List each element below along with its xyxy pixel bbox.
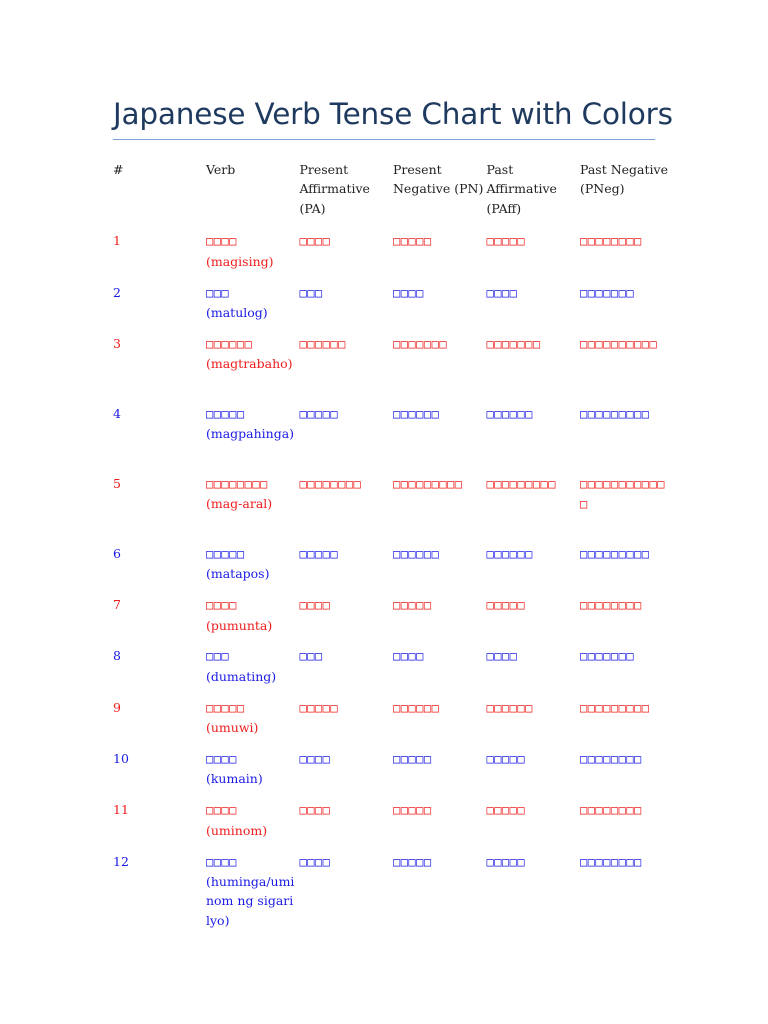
past-negative-cell <box>580 474 673 544</box>
past-negative-cell <box>580 800 673 851</box>
present-negative-cell-text: □□□□□ <box>392 234 432 249</box>
present-affirmative-cell-text: □□□□□ <box>299 406 339 421</box>
verb-gloss: (umuwi) <box>205 720 259 736</box>
past-negative-cell-text: □□□□□□□□ <box>579 752 642 766</box>
past-negative-cell-text: □□□□□□□□□ <box>579 546 650 561</box>
verb-cell <box>206 334 300 404</box>
past-negative-cell <box>580 231 673 282</box>
row-number: 7 <box>113 597 121 613</box>
present-affirmative-cell <box>299 749 393 800</box>
row-number: 12 <box>113 853 129 869</box>
past-negative-cell-text: □□□□□□□□ <box>579 803 642 818</box>
table-row <box>113 474 673 544</box>
verb-gloss: (uminom) <box>205 822 268 838</box>
table-row <box>113 283 673 334</box>
past-negative-cell-text: □□□□□□□□ <box>579 854 642 869</box>
present-affirmative-cell-text: □□□□ <box>299 234 331 249</box>
present-negative-cell <box>393 646 487 697</box>
present-affirmative-cell-text: □□□ <box>299 649 323 664</box>
present-affirmative-cell-text: □□□□□ <box>299 546 339 561</box>
present-negative-cell <box>393 544 487 595</box>
row-number: 5 <box>113 475 121 491</box>
present-affirmative-cell <box>299 334 393 404</box>
verb-kana: □□□□□ <box>205 546 245 561</box>
row-number: 1 <box>113 233 121 249</box>
present-negative-cell <box>393 283 487 334</box>
present-negative-cell-text: □□□□□ <box>392 854 432 869</box>
header-past-negative: Past Negative (PNeg) <box>579 162 668 197</box>
present-affirmative-cell-text: □□□□ <box>299 854 331 869</box>
header-present-affirmative: Present Affirmative (PA) <box>299 162 370 216</box>
row-number: 11 <box>113 802 129 818</box>
past-negative-cell-text: □□□□□□□□ <box>579 234 642 249</box>
table-row <box>113 404 673 474</box>
past-negative-cell-text: □□□□□□□□□ <box>579 700 650 715</box>
present-negative-cell-text: □□□□□ <box>392 598 432 613</box>
table-row <box>113 698 673 749</box>
row-number: 3 <box>113 335 121 351</box>
present-affirmative-cell <box>299 544 393 595</box>
past-negative-cell <box>580 544 673 595</box>
present-negative-cell-text: □□□□ <box>392 285 424 300</box>
past-affirmative-cell <box>486 404 580 474</box>
table-row <box>113 646 673 697</box>
past-affirmative-cell-text: □□□□□□ <box>486 546 533 561</box>
past-affirmative-cell-text: □□□□□□ <box>486 406 533 421</box>
past-affirmative-cell <box>486 800 580 851</box>
past-affirmative-cell-text: □□□□□ <box>486 598 526 613</box>
verb-gloss: (matapos) <box>205 566 270 582</box>
present-negative-cell <box>393 749 487 800</box>
present-affirmative-cell-text: □□□□□□ <box>299 336 346 351</box>
past-affirmative-cell <box>486 646 580 697</box>
past-negative-cell <box>580 283 673 334</box>
table-row <box>113 231 673 282</box>
past-affirmative-cell-text: □□□□□ <box>486 803 526 818</box>
present-affirmative-cell <box>299 646 393 697</box>
past-negative-cell <box>580 334 673 404</box>
present-negative-cell <box>393 404 487 474</box>
past-affirmative-cell <box>486 595 580 646</box>
table-row <box>113 749 673 800</box>
past-affirmative-cell <box>486 231 580 282</box>
past-affirmative-cell-text: □□□□□ <box>486 854 526 869</box>
table-row <box>113 334 673 404</box>
present-negative-cell <box>393 852 487 931</box>
verb-gloss: (magising) <box>205 253 274 269</box>
present-negative-cell <box>393 474 487 544</box>
past-negative-cell-text: □□□□□□□□□□□□ <box>579 476 665 512</box>
verb-cell <box>206 404 300 474</box>
present-negative-cell-text: □□□□□□ <box>392 546 440 561</box>
header-verb: Verb <box>205 162 236 177</box>
present-affirmative-cell <box>299 231 393 282</box>
present-affirmative-cell <box>299 474 393 544</box>
present-affirmative-cell-text: □□□□ <box>299 598 331 613</box>
table-row <box>113 852 673 931</box>
past-affirmative-cell <box>486 544 580 595</box>
past-negative-cell-text: □□□□□□□□□□ <box>579 336 658 351</box>
past-negative-cell <box>580 646 673 697</box>
verb-gloss: (pumunta) <box>205 617 273 633</box>
verb-gloss: (magtrabaho) <box>205 356 293 372</box>
verb-gloss: (mag-aral) <box>205 496 273 512</box>
verb-kana: □□□ <box>205 649 230 664</box>
verb-gloss: (magpahinga) <box>205 426 295 442</box>
present-affirmative-cell <box>299 852 393 931</box>
past-affirmative-cell <box>486 698 580 749</box>
verb-kana: □□□□ <box>205 854 237 869</box>
verb-kana: □□□□ <box>205 234 237 249</box>
past-negative-cell-text: □□□□□□□ <box>579 285 635 300</box>
verb-kana: □□□□□□□□ <box>205 476 268 491</box>
verb-cell <box>206 852 300 931</box>
verb-kana: □□□□□ <box>205 406 245 421</box>
past-negative-cell <box>580 404 673 474</box>
past-affirmative-cell-text: □□□□□□□□□ <box>486 476 557 491</box>
past-negative-cell <box>580 852 673 931</box>
verb-cell <box>206 283 300 334</box>
present-affirmative-cell <box>299 283 393 334</box>
present-affirmative-cell-text: □□□ <box>299 285 323 300</box>
present-affirmative-cell <box>299 698 393 749</box>
past-negative-cell-text: □□□□□□□□□ <box>579 406 650 421</box>
verb-kana: □□□□ <box>205 752 237 766</box>
past-affirmative-cell-text: □□□□□ <box>486 752 526 766</box>
verb-cell <box>206 231 300 282</box>
past-affirmative-cell <box>486 334 580 404</box>
past-affirmative-cell-text: □□□□□□□ <box>486 336 541 351</box>
verb-cell <box>206 595 300 646</box>
verb-gloss: (dumating) <box>205 668 277 684</box>
present-affirmative-cell <box>299 404 393 474</box>
past-negative-cell <box>580 595 673 646</box>
present-negative-cell-text: □□□□□ <box>392 752 432 766</box>
past-negative-cell-text: □□□□□□□□ <box>579 598 642 613</box>
present-negative-cell-text: □□□□□□□□□ <box>392 476 463 491</box>
present-negative-cell <box>393 231 487 282</box>
verb-kana: □□□□□ <box>205 700 245 715</box>
verb-kana: □□□□ <box>205 598 237 613</box>
present-affirmative-cell-text: □□□□ <box>299 803 331 818</box>
past-negative-cell <box>580 749 673 800</box>
verb-cell <box>206 646 300 697</box>
verb-tense-table <box>113 160 673 930</box>
row-number: 4 <box>113 405 121 421</box>
present-negative-cell-text: □□□□□□□ <box>392 336 448 351</box>
verb-cell <box>206 749 300 800</box>
title-underline <box>113 139 655 140</box>
verb-gloss: (huminga/uminom ng sigarilyo) <box>205 874 295 928</box>
present-affirmative-cell-text: □□□□□□□□ <box>299 476 362 491</box>
present-negative-cell-text: □□□□□ <box>392 803 432 818</box>
verb-cell <box>206 800 300 851</box>
verb-kana: □□□ <box>205 285 230 300</box>
present-affirmative-cell <box>299 595 393 646</box>
verb-kana: □□□□ <box>205 803 237 818</box>
past-affirmative-cell <box>486 749 580 800</box>
table-row <box>113 800 673 851</box>
page-title: Japanese Verb Tense Chart with Colors <box>113 97 673 131</box>
row-number: 10 <box>113 751 129 766</box>
present-negative-cell <box>393 800 487 851</box>
verb-cell <box>206 544 300 595</box>
present-negative-cell <box>393 595 487 646</box>
past-negative-cell-text: □□□□□□□ <box>579 649 635 664</box>
header-present-negative: Present Negative (PN) <box>392 162 484 197</box>
past-affirmative-cell <box>486 283 580 334</box>
present-negative-cell <box>393 334 487 404</box>
present-affirmative-cell-text: □□□□ <box>299 752 331 766</box>
present-negative-cell-text: □□□□□□ <box>392 700 440 715</box>
past-negative-cell <box>580 698 673 749</box>
table-row <box>113 595 673 646</box>
past-affirmative-cell <box>486 474 580 544</box>
present-negative-cell-text: □□□□ <box>392 649 424 664</box>
present-negative-cell <box>393 698 487 749</box>
table-body <box>113 231 673 930</box>
row-number: 6 <box>113 545 121 561</box>
past-affirmative-cell-text: □□□□□ <box>486 234 526 249</box>
past-affirmative-cell-text: □□□□ <box>486 649 518 664</box>
present-negative-cell-text: □□□□□□ <box>392 406 440 421</box>
present-affirmative-cell <box>299 800 393 851</box>
header-past-affirmative: Past Affirmative (PAff) <box>486 162 557 216</box>
verb-gloss: (kumain) <box>205 771 263 787</box>
header-num: # <box>113 162 124 177</box>
verb-kana: □□□□□□ <box>205 336 253 351</box>
row-number: 9 <box>113 699 121 715</box>
present-affirmative-cell-text: □□□□□ <box>299 700 339 715</box>
row-number: 8 <box>113 648 121 664</box>
past-affirmative-cell-text: □□□□ <box>486 285 518 300</box>
verb-cell <box>206 698 300 749</box>
past-affirmative-cell-text: □□□□□□ <box>486 700 533 715</box>
verb-gloss: (matulog) <box>205 304 268 320</box>
verb-cell <box>206 474 300 544</box>
table-header-row <box>113 160 673 231</box>
past-affirmative-cell <box>486 852 580 931</box>
table-row <box>113 544 673 595</box>
row-number: 2 <box>113 284 121 300</box>
